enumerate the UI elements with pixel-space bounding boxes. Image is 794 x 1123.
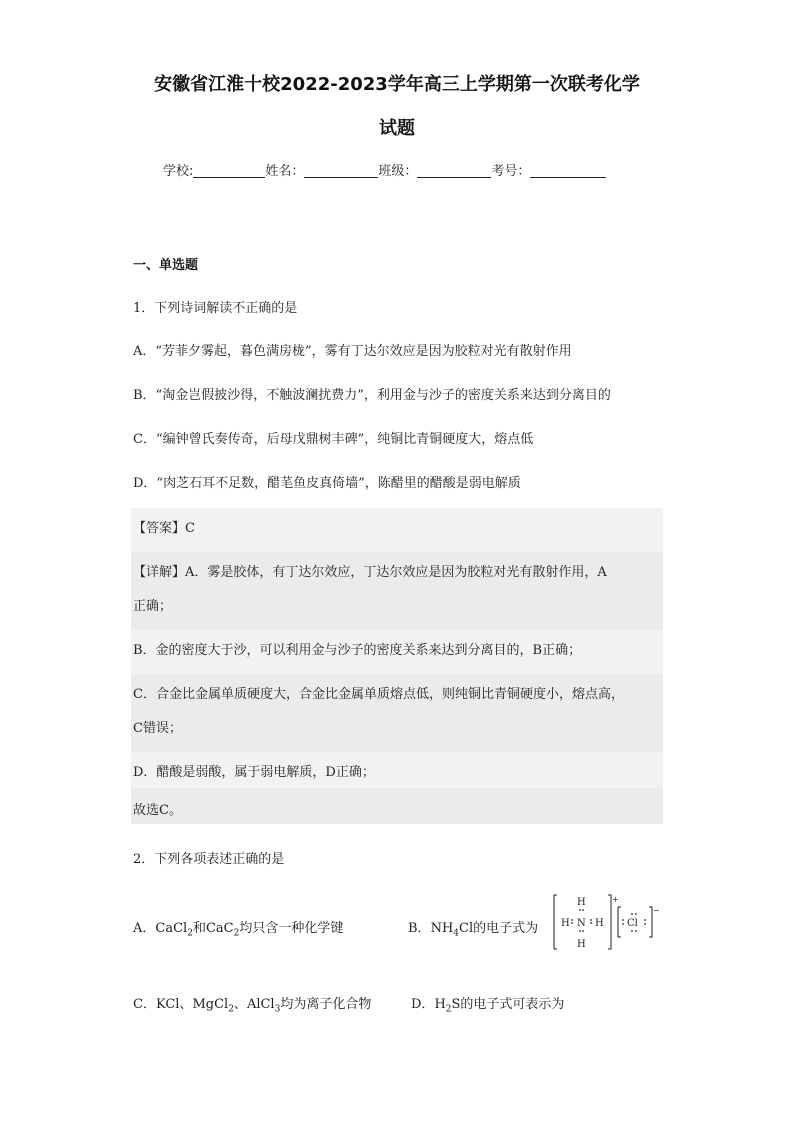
svg-text:−: − bbox=[653, 906, 660, 915]
answer-detail-b: B．金的密度大于沙，可以利用金与沙子的密度关系来达到分离目的，B正确； bbox=[133, 643, 582, 658]
answer-box bbox=[131, 508, 663, 824]
svg-text:H: H bbox=[577, 897, 586, 908]
school-label: 学校: bbox=[163, 164, 194, 179]
number-label: 考号： bbox=[491, 164, 531, 179]
class-label: 班级： bbox=[378, 164, 418, 179]
answer-label: 【答案】C bbox=[133, 521, 195, 536]
q2-option-c: C．KCl、MgCl$_2$、AlCl$_3$均为离子化合物 bbox=[133, 997, 372, 1015]
q1-option-a: A．“芳菲夕雾起，暮色满房栊”，雾有丁达尔效应是因为胶粒对光有散射作用 bbox=[133, 344, 572, 359]
school-blank[interactable] bbox=[193, 163, 265, 178]
q1-option-d: D．“肉芝石耳不足数，醋芼鱼皮真倚墙”，陈醋里的醋酸是弱电解质 bbox=[133, 476, 521, 491]
q2-option-b: B．$NH_4Cl$的电子式为 bbox=[408, 921, 539, 939]
answer-detail-a-cont: 正确； bbox=[133, 599, 173, 614]
page-title-line2: 试题 bbox=[379, 118, 415, 139]
answer-detail-d: D．醋酸是弱酸，属于弱电解质，D正确； bbox=[133, 765, 375, 780]
answer-conclusion: 故选C。 bbox=[133, 803, 182, 818]
svg-text:+: + bbox=[612, 895, 619, 904]
svg-text:H: H bbox=[577, 939, 586, 950]
q1-stem: 1．下列诗词解读不正确的是 bbox=[133, 301, 298, 316]
name-label: 姓名： bbox=[265, 164, 305, 179]
nh4cl-lewis-structure bbox=[553, 893, 660, 951]
page-title: 安徽省江淮十校2022-2023学年高三上学期第一次联考化学 bbox=[154, 74, 640, 95]
q1-option-c: C．“编钟曾氏奏传奇，后母戊鼎树丰碑”，纯铜比青铜硬度大，熔点低 bbox=[133, 432, 534, 447]
number-blank[interactable] bbox=[530, 163, 606, 178]
class-blank[interactable] bbox=[417, 163, 491, 178]
q2-option-a: A．CaCl$_2$和CaC$_2$均只含一种化学键 bbox=[133, 921, 344, 939]
svg-text:H: H bbox=[595, 918, 604, 929]
answer-detail-a: 【详解】A．雾是胶体，有丁达尔效应，丁达尔效应是因为胶粒对光有散射作用，A bbox=[133, 565, 607, 580]
svg-text:N: N bbox=[577, 918, 586, 929]
svg-text:H: H bbox=[561, 918, 570, 929]
section-heading: 一、单选题 bbox=[133, 258, 199, 273]
q2-option-d: D．$H_2S$的电子式可表示为 bbox=[411, 997, 565, 1015]
name-blank[interactable] bbox=[304, 163, 378, 178]
answer-detail-c-cont: C错误； bbox=[133, 721, 182, 736]
q1-option-b: B．“淘金岂假披沙得，不触波澜扰费力”，利用金与沙子的密度关系来达到分离目的 bbox=[133, 388, 611, 403]
q2-stem: 2．下列各项表述正确的是 bbox=[133, 852, 285, 867]
answer-detail-c: C．合金比金属单质硬度大，合金比金属单质熔点低，则纯铜比青铜硬度小，熔点高， bbox=[133, 687, 624, 702]
svg-text:Cl: Cl bbox=[627, 918, 638, 929]
student-info bbox=[163, 160, 606, 179]
